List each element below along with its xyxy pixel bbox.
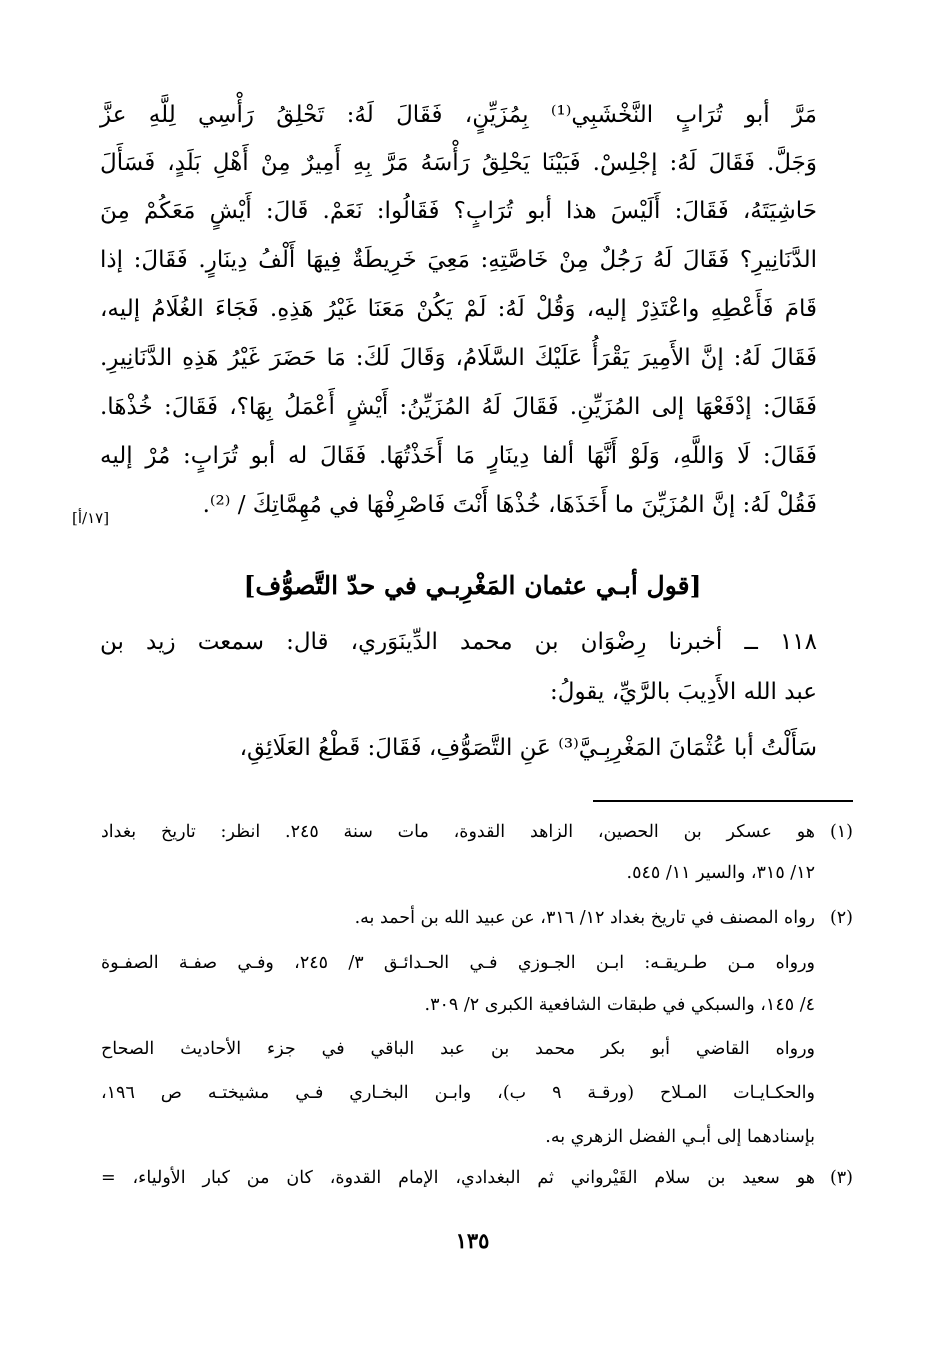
body-line-9: فَقُلْ لَهُ: إنَّ المُزَيِّنَ ما أَخَذَهَا، خُذْهَا أَنْتَ فَاصْرِفْهَا في مُهِمَّاتِكَ / ⁽²⁾.: [202, 492, 817, 518]
body-line-3: حَاشِيَتَهُ، فَقَالَ: أَلَيْسَ هذا أبو تُرَابٍ؟ فَقَالُوا: نَعَمْ. قَالَ: أَيْشٍ مَعَكُمْ مِنَ: [100, 198, 817, 224]
footnote-line: [101, 900, 853, 936]
footnote-text: والحكـايـات المـلاح (ورقـة ٩ ب)، وابـن البخـاري فـي مشيختـه ص ١٩٦،: [101, 1083, 815, 1103]
footnote-number: (٢): [829, 908, 853, 928]
page-number: ١٣٥: [455, 1228, 490, 1253]
footnote-text: ١٢/ ٣١٥، والسير ١١/ ٥٤٥.: [626, 863, 815, 883]
section-heading: [قول أبـي عثمان المَغْرِبـي في حدّ التَّصوُّف]: [243, 571, 702, 600]
footnote-line: [101, 1075, 853, 1111]
footnote-number: (١): [829, 822, 853, 842]
footnote-line: [101, 1160, 853, 1196]
footnote-text: هو عسكر بن الحصين، الزاهد القدوة، مات سنة ٢٤٥. انظر: تاريخ بغداد: [101, 822, 815, 842]
footnote-number: (٣): [829, 1168, 853, 1188]
manuscript-folio-marker: [١٧/أ]: [72, 509, 110, 527]
body-line-6: فَقَالَ لَهُ: إنَّ الأَمِيرَ يَقْرَأُ عَلَيْكَ السَّلَامُ، وَقَالَ لَكَ: مَا حَضَرَ غَيْرُ هَذِهِ الدَّنَانِيرِ.: [100, 345, 817, 371]
paragraph-line-3: سَأَلْتُ أبا عُثْمَانَ المَغْرِبِـيَّ⁽³⁾ عَنِ التَّصَوُّفِ، فَقَالَ: قَطْعُ العَلَائِقِ،: [239, 735, 817, 761]
body-line-7: فَقَالَ: إدْفَعْهَا إلى المُزَيِّنِ. فَقَالَ لَهُ المُزَيِّنُ: أَيْشٍ أَعْمَلُ بِهَا؟، فَقَالَ: خُذْهَا.: [100, 394, 817, 420]
footnote-line: [101, 1031, 853, 1067]
footnote-line: [101, 814, 853, 850]
footnote-text: ورواه مـن طـريقـه: ابـن الجـوزي فـي الحـدائـق ٣/ ٢٤٥، وفـي صفـة الصفـوة: [101, 953, 815, 973]
body-line-5: قَامَ فَأَعْطِهِ واعْتَذِرْ إليه، وَقُلْ لَهُ: لَمْ يَكُنْ مَعَنَا غَيْرُ هَذِهِ. فَجَاءَ الغُلَامُ إليه،: [100, 296, 817, 322]
paragraph-line-2: عبد الله الأَدِيبَ بالرَّيِّ، يقولُ:: [550, 679, 817, 705]
footnote-line: [101, 987, 853, 1023]
footnote-line: [101, 855, 853, 891]
body-line-8: فَقَالَ: لَا وَاللَّهِ، وَلَوْ أَنَّهَا ألفا دِينَارٍ مَا أَخَذْتُهَا. فَقَالَ له أبو تُرَابٍ: مُرْ إليه: [100, 443, 817, 469]
footnote-text: بإسنادهما إلى أبـي الفضل الزهري به.: [545, 1127, 815, 1147]
body-line-2: وَجَلَّ. فَقَالَ لَهُ: إجْلِسْ. فَبَيْنَا يَحْلِقُ رَأْسَهُ مَرَّ بِهِ أَمِيرٌ مِنْ أَهْلِ بَلَدٍ، فَسَأَلَ: [100, 150, 817, 176]
footnote-text: ٤/ ١٤٥، والسبكي في طبقات الشافعية الكبرى ٢/ ٣٠٩.: [424, 995, 815, 1015]
paragraph-line-1: ١١٨ ــ أخبرنا رِضْوَان بن محمد الدِّينَوَري، قال: سمعت زيد بن: [100, 629, 817, 655]
body-line-4: الدَّنَانِيرِ؟ فَقَالَ لَهُ رَجُلٌ مِنْ خَاصَّتِهِ: مَعِيَ خَرِيطَةٌ فِيهَا أَلْفُ دِينَارٍ. فَقَالَ: إذا: [100, 247, 817, 273]
footnote-text: هو سعيد بن سلام القَيْرواني ثم البغدادي، الإمام القدوة، كان من كبار الأولياء، =: [101, 1168, 815, 1188]
body-line-1: مَرَّ أبو تُرَابٍ النَّخْشَبِي⁽¹⁾ بِمُزَيِّنٍ، فَقَالَ لَهُ: تَحْلِقُ رَأْسِي لِلَّهِ عزَّ: [100, 102, 817, 128]
footnote-separator: [593, 800, 853, 802]
footnote-text: رواه المصنف في تاريخ بغداد ١٢/ ٣١٦، عن عبيد الله بن أحمد به.: [354, 908, 815, 928]
footnote-line: [101, 945, 853, 981]
footnote-line: [101, 1119, 853, 1155]
footnote-text: ورواه القاضي أبو بكر محمد بن عبد الباقي في جزء الأحاديث الصحاح: [101, 1039, 815, 1059]
